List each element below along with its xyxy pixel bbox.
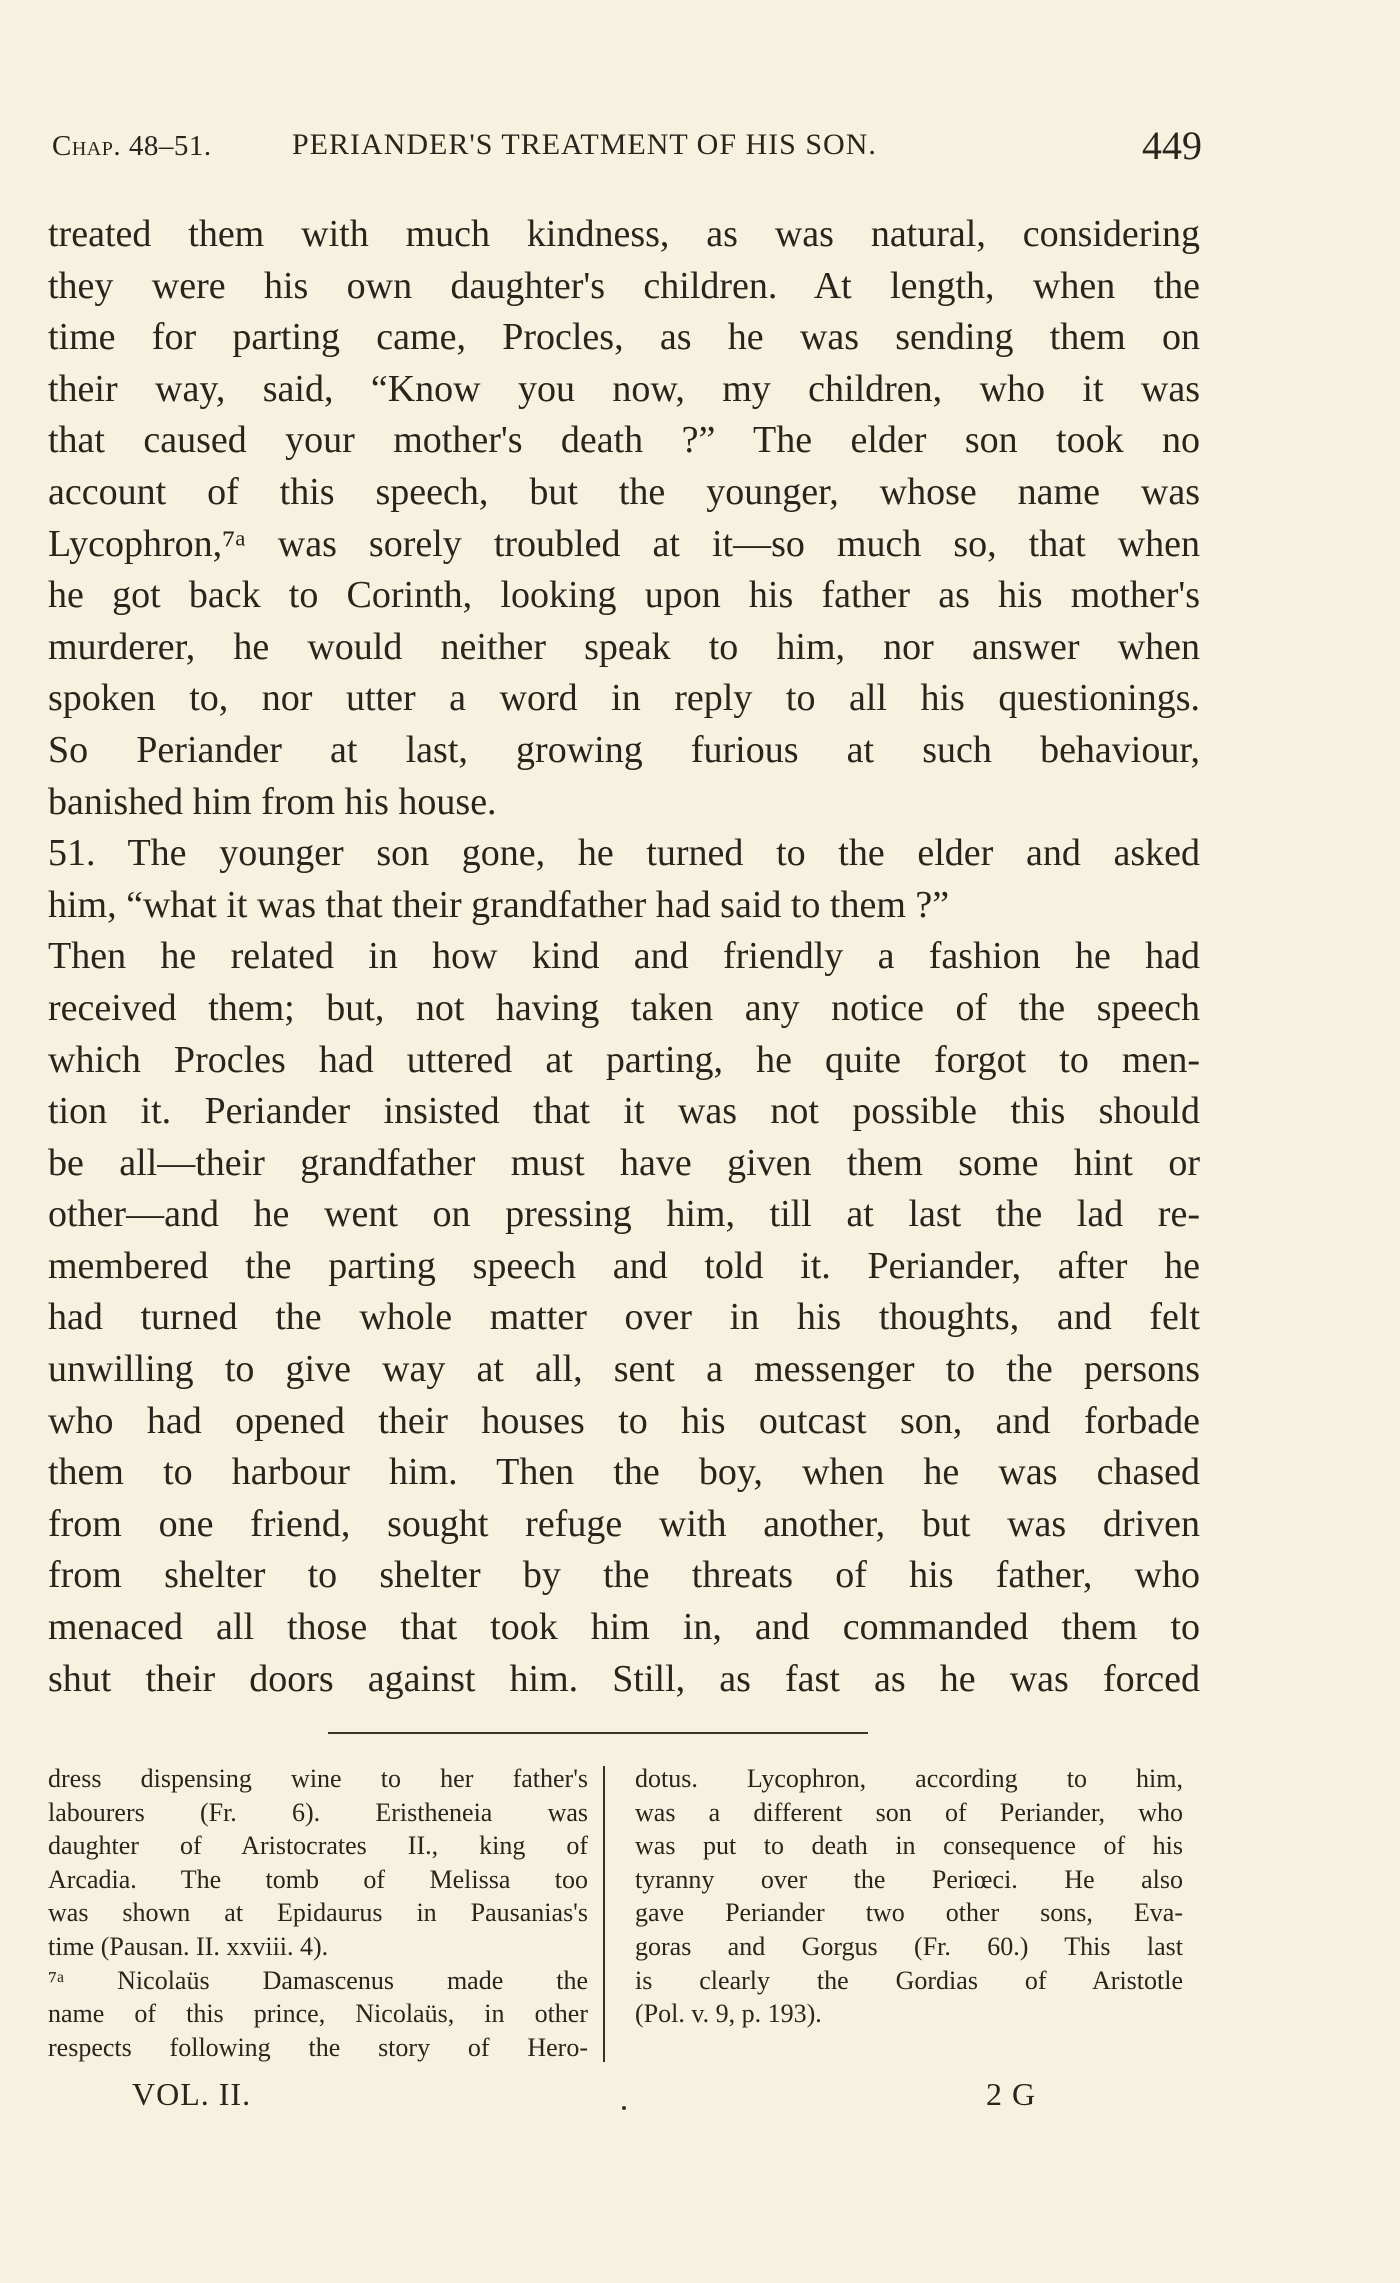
footnote-line: goras and Gorgus (Fr. 60.) This last	[635, 1931, 1183, 1961]
footnote-line: was put to death in consequence of his	[635, 1831, 1183, 1861]
footnote-line: Arcadia. The tomb of Melissa too	[48, 1864, 588, 1894]
chapter-range: Chap. 48–51.	[52, 130, 212, 162]
text-line: banished him from his house.	[48, 780, 497, 823]
text-line: had turned the whole matter over in his thoughts, and felt	[48, 1296, 1200, 1339]
running-title: PERIANDER'S TREATMENT OF HIS SON.	[292, 128, 877, 161]
page-number: 449	[1142, 123, 1202, 168]
text-line: tion it. Periander insisted that it was not possible this should	[48, 1090, 1200, 1133]
footnote-line: name of this prince, Nicolaüs, in other	[48, 1999, 588, 2029]
footnote-line: dotus. Lycophron, according to him,	[635, 1764, 1183, 1793]
text-line: other—and he went on pressing him, till at last the lad re-	[48, 1193, 1200, 1236]
volume-label: VOL. II.	[132, 2076, 252, 2112]
text-line: membered the parting speech and told it. Periander, after he	[48, 1244, 1200, 1287]
text-line: shut their doors against him. Still, as fast as he was forced	[48, 1657, 1200, 1700]
text-line: account of this speech, but the younger, whose name was	[48, 470, 1200, 513]
main-text	[48, 209, 1200, 1705]
footnote-line: was a different son of Periander, who	[635, 1797, 1183, 1827]
footnotes-left-column	[48, 1762, 588, 2064]
text-line: from one friend, sought refuge with another, but was driven	[48, 1502, 1200, 1545]
text-line: him, “what it was that their grandfather had said to them ?”	[48, 883, 950, 926]
text-line: treated them with much kindness, as was natural, considering	[48, 213, 1200, 255]
text-line: them to harbour him. Then the boy, when he was chased	[48, 1451, 1200, 1494]
footnotes-right-column	[635, 1762, 1183, 2031]
text-line: spoken to, nor utter a word in reply to all his questionings.	[48, 677, 1200, 720]
footnote-rule	[328, 1732, 868, 1734]
footnote-line: daughter of Aristocrates II., king of	[48, 1831, 588, 1861]
text-line: which Procles had uttered at parting, he quite forgot to men-	[48, 1038, 1200, 1081]
footnote-line: (Pol. v. 9, p. 193).	[635, 1999, 822, 2029]
text-line: time for parting came, Procles, as he was sending them on	[48, 316, 1200, 359]
footnote-line: labourers (Fr. 6). Eristheneia was	[48, 1797, 588, 1827]
footnote-line: ⁷ᵃ Nicolaüs Damascenus made the	[48, 1965, 588, 1995]
text-line: Lycophron,⁷ᵃ was sorely troubled at it—so much so, that when	[48, 522, 1200, 565]
text-line: 51. The younger son gone, he turned to the elder and asked	[48, 832, 1200, 875]
signature-mark: 2 G	[986, 2076, 1037, 2112]
printer-mark	[622, 2106, 626, 2110]
text-line: they were his own daughter's children. At length, when the	[48, 264, 1200, 307]
text-line: murderer, he would neither speak to him, nor answer when	[48, 625, 1200, 668]
footnote-line: time (Pausan. II. xxviii. 4).	[48, 1931, 329, 1961]
text-line: be all—their grandfather must have given them some hint or	[48, 1141, 1200, 1184]
text-line: from shelter to shelter by the threats of his father, who	[48, 1554, 1200, 1597]
footnote-line: dress dispensing wine to her father's	[48, 1764, 588, 1793]
text-line: he got back to Corinth, looking upon his father as his mother's	[48, 574, 1200, 617]
text-line: So Periander at last, growing furious at such behaviour,	[48, 728, 1200, 771]
text-line: unwilling to give way at all, sent a messenger to the persons	[48, 1348, 1200, 1391]
text-line: that caused your mother's death ?” The elder son took no	[48, 419, 1200, 462]
footnote-line: gave Periander two other sons, Eva-	[635, 1898, 1183, 1928]
text-line: menaced all those that took him in, and commanded them to	[48, 1606, 1200, 1649]
footnote-column-divider	[603, 1766, 605, 2062]
text-line: Then he related in how kind and friendly a fashion he had	[48, 935, 1200, 978]
text-line: received them; but, not having taken any notice of the speech	[48, 986, 1200, 1029]
footnote-line: was shown at Epidaurus in Pausanias's	[48, 1898, 588, 1928]
footnote-line: tyranny over the Periœci. He also	[635, 1864, 1183, 1894]
running-header	[52, 122, 1202, 172]
footnote-line: is clearly the Gordias of Aristotle	[635, 1965, 1183, 1995]
text-line: who had opened their houses to his outcast son, and forbade	[48, 1399, 1200, 1442]
text-line: their way, said, “Know you now, my children, who it was	[48, 367, 1200, 410]
footnote-line: respects following the story of Hero-	[48, 2032, 588, 2062]
